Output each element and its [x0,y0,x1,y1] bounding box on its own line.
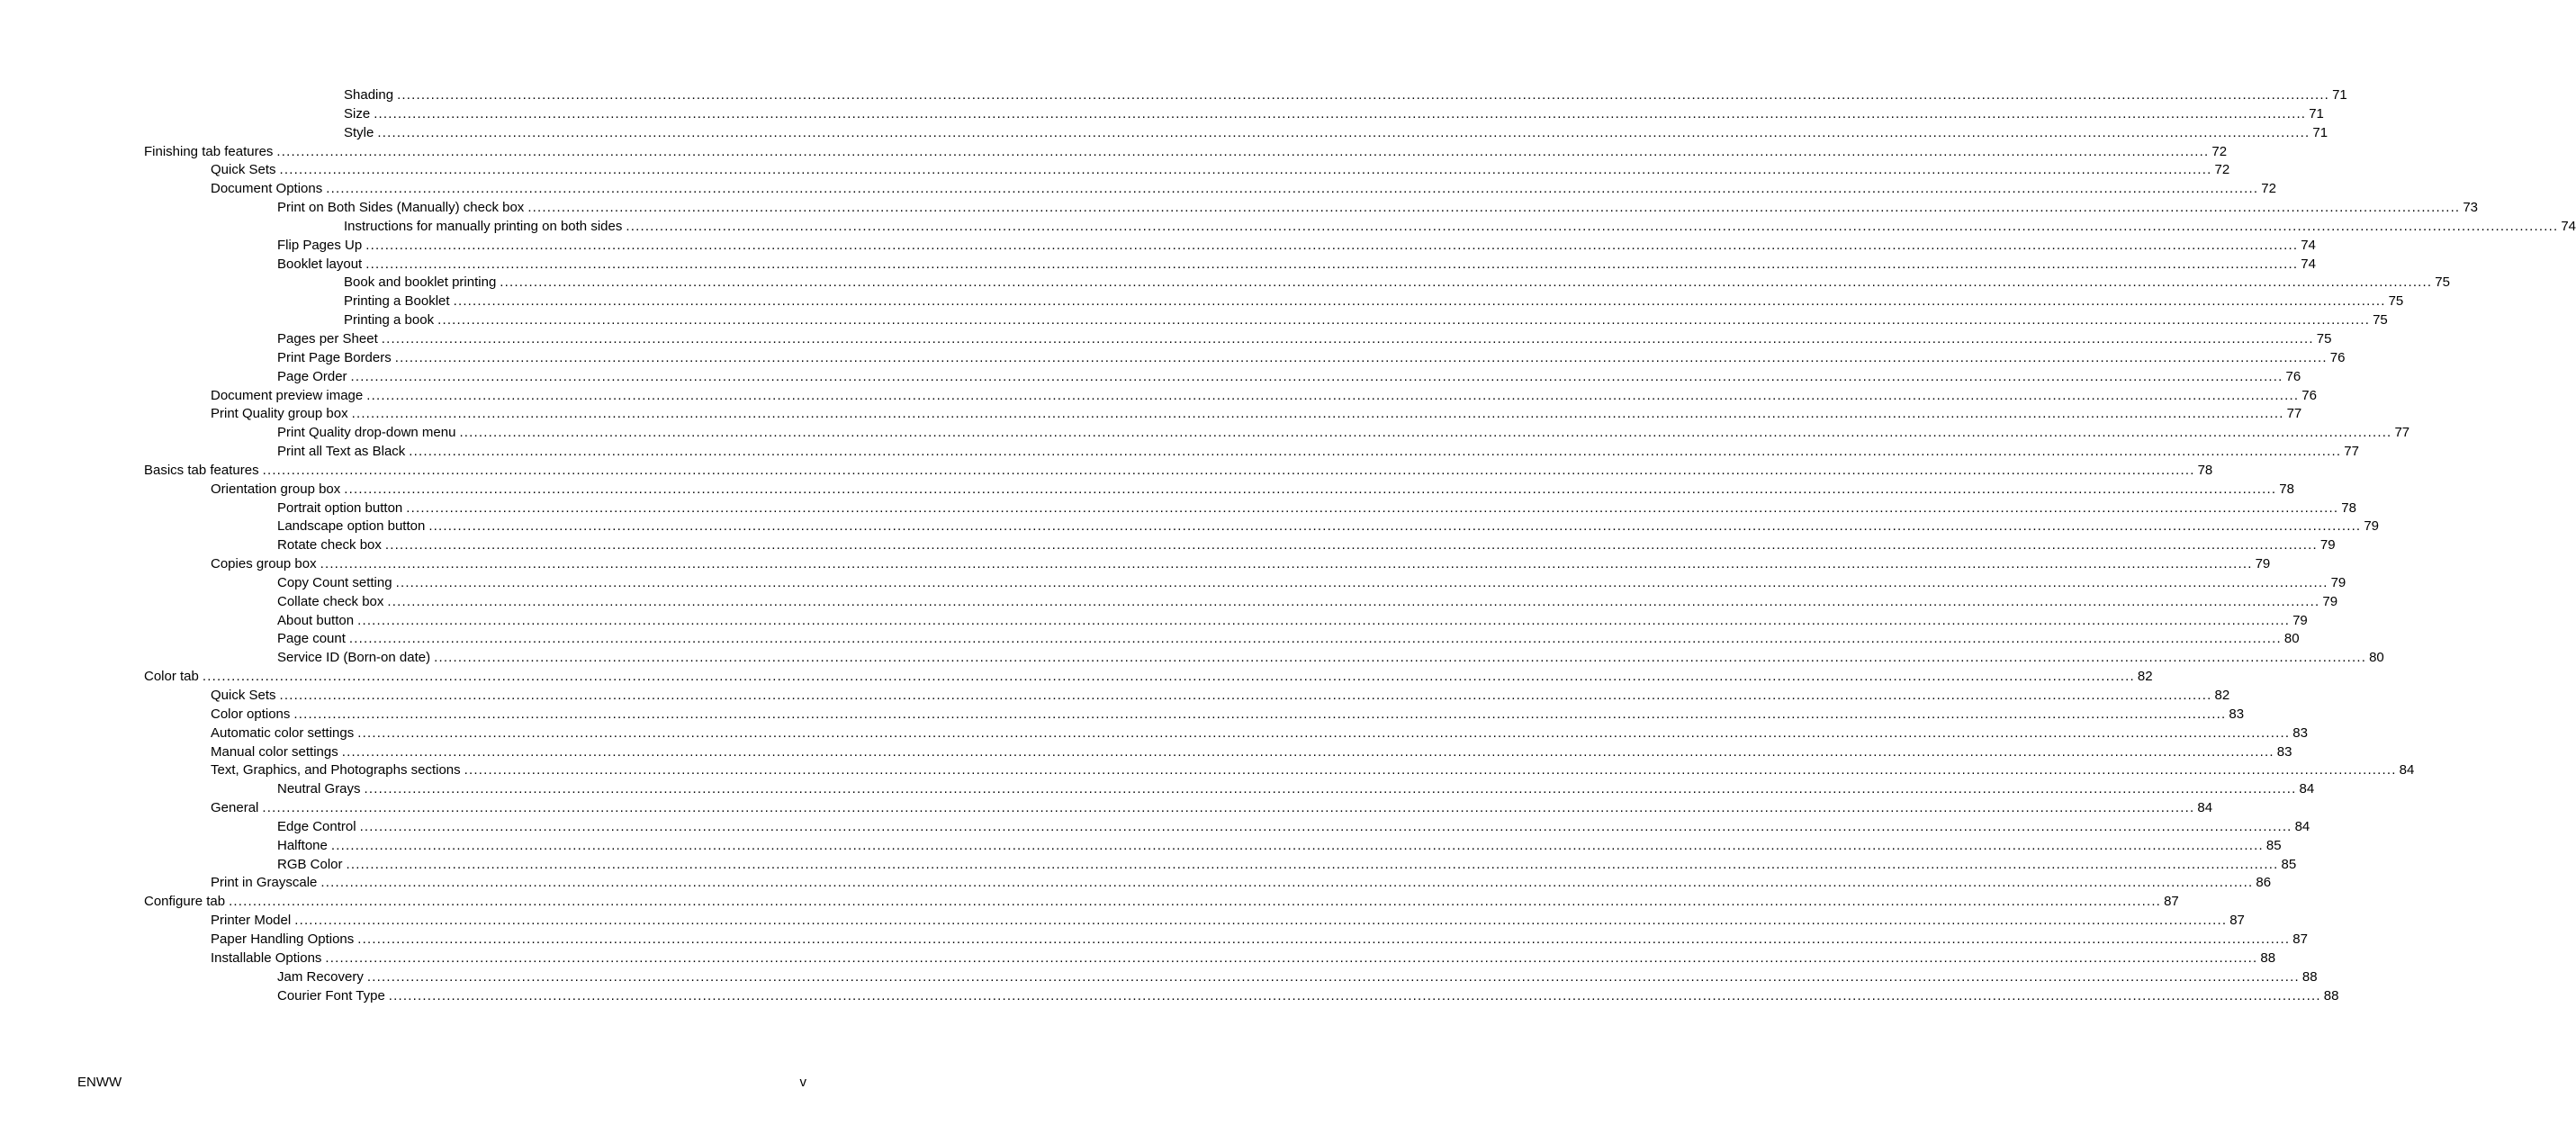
toc-entry-title: Print Page Borders [277,349,392,365]
toc-entry[interactable] [0,199,2478,218]
toc-dot-leader: ................................................................................................................................................................................................................................................................................................................................................................................................................ [384,537,2318,554]
toc-entry[interactable] [0,218,2576,237]
toc-entry-page-number: 82 [2214,688,2230,703]
toc-entry-page-number: 88 [2323,987,2339,1004]
toc-entry-page-number: 79 [2322,593,2338,609]
toc-entry-page-number: 85 [2265,837,2282,853]
toc-dot-leader: ................................................................................................................................................................................................................................................................................................................................................................................................................ [366,968,2300,985]
toc-entry[interactable] [0,724,2308,743]
toc-entry-title: Edge Control [277,818,356,834]
toc-dot-leader: ................................................................................................................................................................................................................................................................................................................................................................................................................ [365,256,2299,272]
toc-entry[interactable] [0,706,2245,724]
toc-dot-leader: ................................................................................................................................................................................................................................................................................................................................................................................................................ [459,425,2392,441]
toc-entry-page-number: 76 [2301,387,2317,403]
toc-entry-title: Size [344,105,371,122]
toc-entry[interactable] [0,424,2410,443]
toc-dot-leader: ................................................................................................................................................................................................................................................................................................................................................................................................................ [350,368,2283,384]
toc-entry[interactable] [0,799,2213,818]
toc-entry[interactable] [0,237,2316,256]
toc-dot-leader: ................................................................................................................................................................................................................................................................................................................................................................................................................ [294,913,2228,929]
toc-entry-title: Page Order [277,368,347,384]
toc-entry[interactable] [0,143,2228,162]
toc-entry-title: Style [344,124,374,140]
toc-entry-title: Collate check box [277,593,384,609]
toc-dot-leader: ................................................................................................................................................................................................................................................................................................................................................................................................................ [320,875,2254,891]
footer-left-label: ENWW [77,1075,122,1090]
toc-dot-leader: ................................................................................................................................................................................................................................................................................................................................................................................................................ [464,762,2397,778]
toc-dot-leader: ................................................................................................................................................................................................................................................................................................................................................................................................................ [279,162,2212,178]
toc-dot-leader: ................................................................................................................................................................................................................................................................................................................................................................................................................ [346,856,2279,872]
toc-entry-title: Configure tab [144,894,226,910]
toc-entry-page-number: 84 [2299,781,2315,797]
toc-entry-page-number: 74 [2561,218,2576,234]
toc-entry[interactable] [0,274,2450,292]
toc-entry[interactable] [0,612,2308,631]
toc-entry[interactable] [0,161,2230,180]
toc-entry-title: Paper Handling Options [211,931,355,947]
toc-entry[interactable] [0,443,2359,462]
toc-dot-leader: ................................................................................................................................................................................................................................................................................................................................................................................................................ [364,781,2297,797]
toc-entry[interactable] [0,555,2271,574]
toc-entry-title: Page count [277,631,346,647]
toc-entry[interactable] [0,256,2316,274]
toc-entry-title: Print all Text as Black [277,444,406,460]
toc-entry-title: Color tab [144,669,199,685]
toc-entry-page-number: 77 [2344,444,2359,460]
toc-dot-leader: ................................................................................................................................................................................................................................................................................................................................................................................................................ [344,481,2277,497]
toc-entry-page-number: 79 [2319,537,2336,554]
toc-entry-page-number: 78 [2279,481,2294,497]
toc-entry-title: Flip Pages Up [277,237,363,253]
toc-entry-title: Installable Options [211,950,322,966]
toc-dot-leader: ................................................................................................................................................................................................................................................................................................................................................................................................................ [320,556,2253,572]
toc-entry[interactable] [0,950,2276,968]
toc-dot-leader: ................................................................................................................................................................................................................................................................................................................................................................................................................ [341,743,2274,760]
toc-dot-leader: ................................................................................................................................................................................................................................................................................................................................................................................................................ [626,218,2559,234]
toc-entry[interactable] [0,536,2336,555]
toc-entry[interactable] [0,405,2302,424]
toc-entry-title: Print on Both Sides (Manually) check box [277,200,525,216]
toc-entry[interactable] [0,330,2332,349]
toc-entry-title: Quick Sets [211,688,276,703]
toc-entry[interactable] [0,893,2179,912]
toc-entry-title: Halftone [277,837,328,853]
toc-entry-page-number: 87 [2229,913,2245,929]
toc-entry-page-number: 73 [2463,200,2478,216]
toc-entry-page-number: 74 [2301,256,2316,272]
toc-entry-title: Copy Count setting [277,574,392,590]
toc-entry-title: Shading [344,87,394,103]
toc-entry-page-number: 87 [2164,894,2179,910]
toc-entry[interactable] [0,124,2328,143]
toc-entry[interactable] [0,818,2310,837]
toc-dot-leader: ................................................................................................................................................................................................................................................................................................................................................................................................................ [397,87,2330,103]
toc-dot-leader: ................................................................................................................................................................................................................................................................................................................................................................................................................ [387,593,2320,609]
toc-entry-title: Jam Recovery [277,968,364,985]
toc-dot-leader: ................................................................................................................................................................................................................................................................................................................................................................................................................ [527,200,2461,216]
toc-entry-title: Print Quality drop-down menu [277,425,456,441]
toc-entry[interactable] [0,649,2384,668]
toc-entry-page-number: 75 [2435,274,2450,291]
toc-entry[interactable] [0,780,2315,799]
toc-entry-page-number: 76 [2329,349,2346,365]
toc-dot-leader: ................................................................................................................................................................................................................................................................................................................................................................................................................ [326,181,2259,197]
toc-entry-page-number: 72 [2261,181,2276,197]
toc-dot-leader: ................................................................................................................................................................................................................................................................................................................................................................................................................ [388,987,2321,1004]
toc-entry-page-number: 80 [2369,650,2384,666]
toc-entry-title: Landscape option button [277,518,426,535]
toc-entry[interactable] [0,687,2230,706]
toc-entry-page-number: 72 [2211,143,2228,159]
toc-dot-leader: ................................................................................................................................................................................................................................................................................................................................................................................................................ [500,274,2433,291]
toc-entry-page-number: 84 [2294,818,2310,834]
toc-entry-page-number: 83 [2229,706,2245,722]
toc-entry[interactable] [0,630,2300,649]
toc-entry-title: Text, Graphics, and Photographs sections [211,762,461,778]
toc-entry-title: Manual color settings [211,743,338,760]
toc-entry-title: Basics tab features [144,462,259,478]
table-of-contents [0,86,2576,1005]
toc-entry[interactable] [0,292,2404,311]
toc-entry[interactable] [0,837,2282,856]
toc-dot-leader: ................................................................................................................................................................................................................................................................................................................................................................................................................ [348,631,2282,647]
toc-entry[interactable] [0,987,2339,1006]
toc-entry-page-number: 84 [2197,800,2213,816]
toc-entry[interactable] [0,968,2318,987]
toc-entry-page-number: 86 [2256,875,2272,891]
toc-entry[interactable] [0,668,2153,687]
toc-entry-title: Courier Font Type [277,987,385,1004]
toc-entry-title: General [211,800,259,816]
toc-entry[interactable] [0,86,2347,105]
toc-entry-title: Print Quality group box [211,406,348,422]
toc-entry-title: Color options [211,706,291,722]
toc-entry-page-number: 88 [2260,950,2276,966]
toc-entry-page-number: 79 [2292,612,2308,628]
toc-entry-page-number: 87 [2292,931,2308,947]
toc-entry[interactable] [0,311,2388,330]
toc-entry-page-number: 72 [2214,162,2230,178]
toc-entry[interactable] [0,349,2346,368]
toc-entry-title: Automatic color settings [211,724,355,741]
toc-entry-title: Rotate check box [277,537,382,554]
toc-dot-leader: ................................................................................................................................................................................................................................................................................................................................................................................................................ [229,894,2162,910]
toc-entry-page-number: 77 [2286,406,2302,422]
toc-dot-leader: ................................................................................................................................................................................................................................................................................................................................................................................................................ [381,330,2314,346]
toc-entry-page-number: 71 [2309,105,2324,122]
toc-dot-leader: ................................................................................................................................................................................................................................................................................................................................................................................................................ [394,349,2328,365]
toc-entry[interactable] [0,574,2346,593]
toc-entry-page-number: 79 [2330,574,2346,590]
toc-dot-leader: ................................................................................................................................................................................................................................................................................................................................................................................................................ [351,406,2284,422]
toc-dot-leader: ................................................................................................................................................................................................................................................................................................................................................................................................................ [202,669,2135,685]
toc-entry-title: Printing a book [344,312,435,328]
toc-dot-leader: ................................................................................................................................................................................................................................................................................................................................................................................................................ [279,688,2212,703]
toc-entry-page-number: 77 [2394,425,2410,441]
toc-entry-title: Printer Model [211,913,292,929]
toc-dot-leader: ................................................................................................................................................................................................................................................................................................................................................................................................................ [395,574,2328,590]
toc-entry[interactable] [0,856,2297,875]
toc-entry[interactable] [0,743,2292,762]
toc-entry[interactable] [0,874,2272,893]
toc-dot-leader: ................................................................................................................................................................................................................................................................................................................................................................................................................ [357,931,2291,947]
toc-dot-leader: ................................................................................................................................................................................................................................................................................................................................................................................................................ [293,706,2227,722]
toc-entry-title: Orientation group box [211,481,341,497]
toc-dot-leader: ................................................................................................................................................................................................................................................................................................................................................................................................................ [366,387,2300,403]
toc-entry[interactable] [0,387,2317,406]
toc-entry[interactable] [0,500,2356,518]
toc-entry-page-number: 80 [2283,631,2300,647]
toc-entry-page-number: 75 [2316,330,2332,346]
toc-entry-title: About button [277,612,355,628]
toc-entry-page-number: 84 [2399,762,2415,778]
toc-dot-leader: ................................................................................................................................................................................................................................................................................................................................................................................................................ [276,143,2210,159]
toc-entry-title: Pages per Sheet [277,330,378,346]
toc-entry-title: Printing a Booklet [344,293,450,310]
toc-dot-leader: ................................................................................................................................................................................................................................................................................................................................................................................................................ [428,518,2362,535]
toc-entry-title: Instructions for manually printing on both sides [344,218,623,234]
toc-dot-leader: ................................................................................................................................................................................................................................................................................................................................................................................................................ [330,837,2264,853]
toc-entry[interactable] [0,761,2415,780]
toc-entry-page-number: 88 [2301,968,2318,985]
toc-entry-page-number: 75 [2373,312,2388,328]
toc-entry-title: Neutral Grays [277,781,361,797]
toc-entry-title: Book and booklet printing [344,274,497,291]
toc-dot-leader: ................................................................................................................................................................................................................................................................................................................................................................................................................ [374,105,2307,122]
toc-entry-page-number: 83 [2276,743,2292,760]
toc-entry-page-number: 76 [2285,368,2301,384]
toc-entry-title: Service ID (Born-on date) [277,650,431,666]
toc-dot-leader: ................................................................................................................................................................................................................................................................................................................................................................................................................ [437,312,2371,328]
toc-entry[interactable] [0,481,2294,500]
toc-entry-page-number: 74 [2301,237,2316,253]
toc-entry-title: Print in Grayscale [211,875,318,891]
toc-dot-leader: ................................................................................................................................................................................................................................................................................................................................................................................................................ [357,612,2291,628]
toc-entry-page-number: 78 [2197,462,2213,478]
toc-entry[interactable] [0,368,2301,387]
toc-dot-leader: ................................................................................................................................................................................................................................................................................................................................................................................................................ [409,444,2342,460]
toc-entry-title: RGB Color [277,856,343,872]
toc-dot-leader: ................................................................................................................................................................................................................................................................................................................................................................................................................ [453,293,2386,310]
toc-entry-page-number: 71 [2332,87,2347,103]
toc-entry[interactable] [0,462,2213,481]
toc-entry-page-number: 78 [2341,500,2356,516]
toc-entry-page-number: 83 [2292,724,2308,741]
toc-dot-leader: ................................................................................................................................................................................................................................................................................................................................................................................................................ [434,650,2367,666]
toc-entry-page-number: 79 [2364,518,2379,535]
toc-entry-title: Finishing tab features [144,143,274,159]
toc-dot-leader: ................................................................................................................................................................................................................................................................................................................................................................................................................ [365,237,2299,253]
toc-entry[interactable] [0,912,2245,931]
toc-entry[interactable] [0,518,2379,536]
toc-entry-title: Portrait option button [277,500,403,516]
toc-entry-title: Document Options [211,181,323,197]
toc-entry[interactable] [0,593,2338,612]
toc-entry-title: Copies group box [211,556,317,572]
toc-dot-leader: ................................................................................................................................................................................................................................................................................................................................................................................................................ [359,818,2292,834]
toc-dot-leader: ................................................................................................................................................................................................................................................................................................................................................................................................................ [377,124,2310,140]
toc-entry-title: Booklet layout [277,256,363,272]
toc-entry-page-number: 82 [2137,669,2153,685]
toc-entry[interactable] [0,931,2308,950]
toc-entry[interactable] [0,180,2276,199]
toc-entry-page-number: 75 [2388,293,2404,310]
toc-entry-title: Document preview image [211,387,364,403]
toc-entry-page-number: 79 [2255,556,2271,572]
toc-entry-page-number: 85 [2281,856,2297,872]
toc-entry-page-number: 71 [2312,124,2328,140]
toc-entry-title: Quick Sets [211,162,276,178]
toc-dot-leader: ................................................................................................................................................................................................................................................................................................................................................................................................................ [262,800,2195,816]
toc-dot-leader: ................................................................................................................................................................................................................................................................................................................................................................................................................ [262,462,2195,478]
toc-entry[interactable] [0,105,2324,124]
toc-dot-leader: ................................................................................................................................................................................................................................................................................................................................................................................................................ [357,724,2291,741]
footer-page-number: v [799,1075,806,1090]
toc-dot-leader: ................................................................................................................................................................................................................................................................................................................................................................................................................ [325,950,2258,966]
toc-dot-leader: ................................................................................................................................................................................................................................................................................................................................................................................................................ [406,500,2339,516]
